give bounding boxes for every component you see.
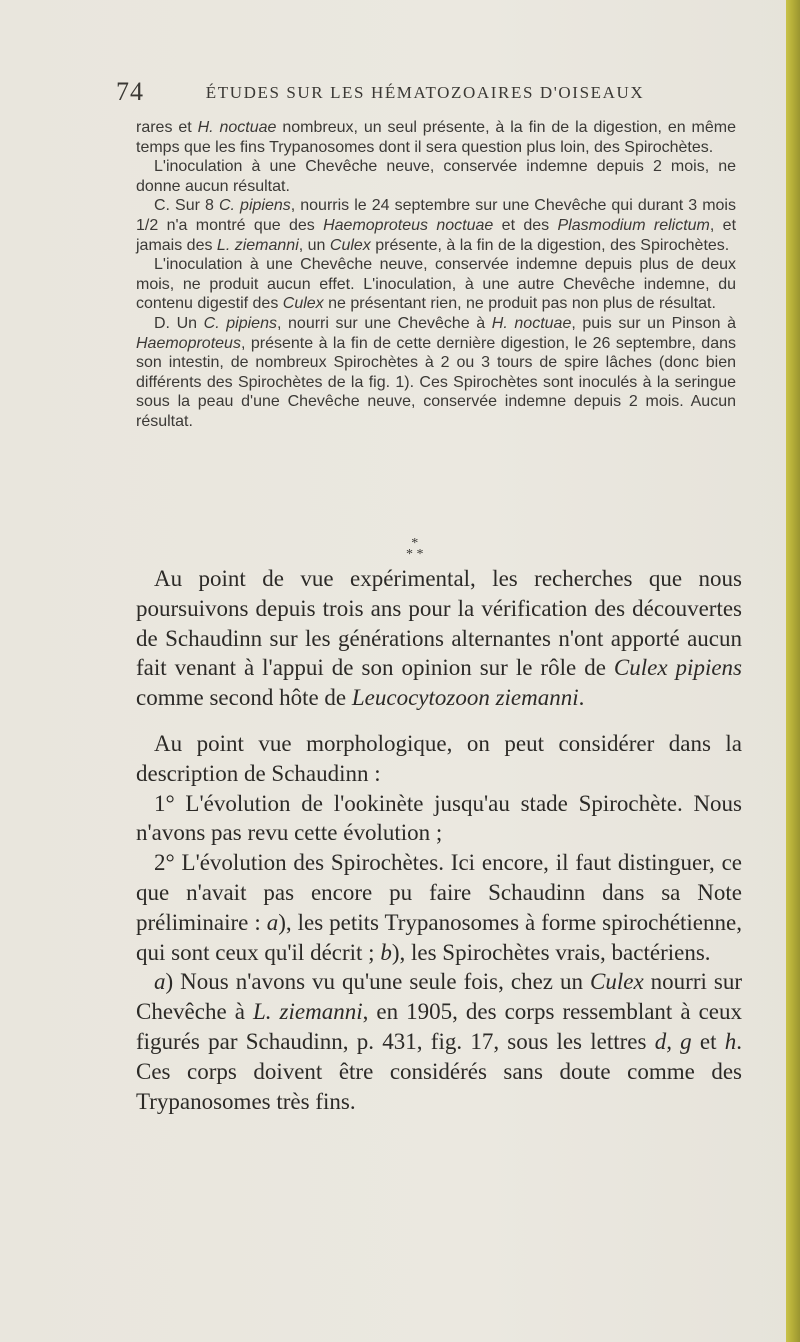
text-run: . — [578, 685, 585, 711]
paragraph-gap — [136, 713, 742, 729]
page-header — [116, 77, 756, 107]
paragraph-inoculation-2 — [136, 255, 736, 314]
paragraph-experiment-c — [136, 196, 736, 255]
species-name: Haemoproteus noctuae — [323, 216, 494, 234]
list-letter: a — [266, 909, 279, 935]
section-separator — [406, 538, 424, 560]
text-run: comme second hôte de — [136, 685, 352, 711]
paragraph-point-a — [136, 967, 742, 1116]
text-run: Au point de vue expérimental, les recherches que nous poursuivons depuis trois ans pour la vérification des découvertes de Schaudinn sur les générations alternantes n'ont apporté aucun fait venant à l'appui de son opinion sur le rôle de — [136, 566, 742, 681]
small-print-block — [136, 118, 736, 432]
text-run: , nourri sur une Chevêche à — [276, 314, 492, 332]
page-edge — [786, 0, 800, 1342]
species-name: L. ziemanni — [216, 236, 299, 254]
paragraph-experimental — [136, 564, 742, 713]
paragraph-inoculation-1: L'inoculation à une Chevêche neuve, conservée indemne depuis 2 mois, ne donne aucun résultat. — [136, 158, 736, 195]
species-name: Culex — [282, 295, 324, 313]
text-run: , puis sur un Pinson à — [571, 314, 736, 332]
species-name: H. noctuae — [491, 314, 572, 332]
text-run: nourri sur Chevêche à — [136, 969, 742, 1025]
text-run: rares et — [136, 119, 198, 136]
text-run: , présente à la fin de cette dernière digestion, le 26 septembre, dans son intestin, de nombreux Spirochètes à 2 ou 3 tours de spire lâches (donc bien différents des Spirochètes de la fig. 1). Ces Spirochètes sont inoculés à la seringue sous la peau d'une Chevêche neuve, conservée indemne depuis 2 mois. Aucun résultat. — [136, 334, 736, 430]
species-name: Leucocytozoon ziemanni — [351, 685, 579, 711]
text-run: 2° L'évolution des Spirochètes. Ici encore, il faut distinguer, ce que n'avait pas encore pu faire Schaudinn dans sa Note préliminaire : — [136, 850, 742, 935]
asterism-bottom: * * — [406, 547, 424, 562]
text-run: et des — [493, 216, 558, 234]
species-name: Plasmodium relictum — [557, 216, 710, 234]
text-run: ne présentant rien, ne produit pas non plus de résultat. — [323, 295, 716, 313]
text-run: , nourris le 24 septembre sur une Chevêche qui durant 3 mois 1/2 n'a montré que des — [136, 197, 736, 234]
species-name: Culex pipiens — [613, 655, 742, 681]
species-name: Culex — [329, 236, 371, 254]
text-run: , en 1905, des corps ressemblant à ceux figurés par Schaudinn, p. 431, fig. 17, sous les lettres — [136, 999, 743, 1054]
text-run: nombreux, un seul présente, à la fin de la digestion, en même temps que les fins Trypanosomes dont il sera question plus loin, des Spirochètes. — [136, 119, 736, 156]
species-name: C. pipiens — [203, 314, 277, 332]
asterism-top: * — [411, 536, 419, 551]
species-name: L. ziemanni — [252, 999, 363, 1025]
species-name: Haemoproteus — [136, 334, 241, 352]
text-run: L'inoculation à une Chevêche neuve, conservée indemne depuis plus de deux mois, ne produit aucun effet. L'inoculation, à une autre Chevêche indemne, du contenu digestif des — [136, 256, 736, 313]
paragraph-continued — [136, 118, 736, 157]
text-run: , et jamais des — [136, 216, 737, 254]
main-text-block — [136, 564, 742, 1116]
list-letter: b — [380, 939, 392, 965]
figure-letters: h — [724, 1028, 737, 1054]
paragraph-point-2 — [136, 848, 742, 967]
text-run: , un — [298, 236, 330, 254]
species-name: Culex — [590, 969, 644, 995]
paragraph-experiment-d — [136, 314, 736, 432]
text-run: ) Nous n'avons vu qu'une seule fois, chez un — [165, 969, 591, 995]
species-name: H. noctuae — [197, 119, 277, 136]
text-run: présente, à la fin de la digestion, des Spirochètes. — [370, 236, 730, 254]
text-run: . Ces corps doivent être considérés sans doute comme des Trypanosomes très fins. — [136, 1028, 743, 1114]
text-run: ), les Spirochètes vrais, bactériens. — [391, 939, 711, 965]
text-run: C. Sur 8 — [154, 197, 219, 215]
figure-letters: d, g — [654, 1028, 692, 1054]
paragraph-morphology: Au point vue morphologique, on peut considérer dans la description de Schaudinn : — [136, 730, 742, 786]
paragraph-point-1: 1° L'évolution de l'ookinète jusqu'au stade Spirochète. Nous n'avons pas revu cette évolution ; — [136, 790, 742, 846]
page-number: 74 — [116, 77, 144, 106]
text-run: ), les petits Trypanosomes à forme spirochétienne, qui sont ceux qu'il décrit ; — [136, 909, 742, 965]
text-run: D. Un — [154, 314, 204, 332]
running-title: ÉTUDES SUR LES HÉMATOZOAIRES D'OISEAUX — [205, 83, 645, 102]
species-name: C. pipiens — [218, 197, 291, 215]
list-letter: a — [154, 969, 166, 995]
text-run: et — [691, 1028, 725, 1054]
